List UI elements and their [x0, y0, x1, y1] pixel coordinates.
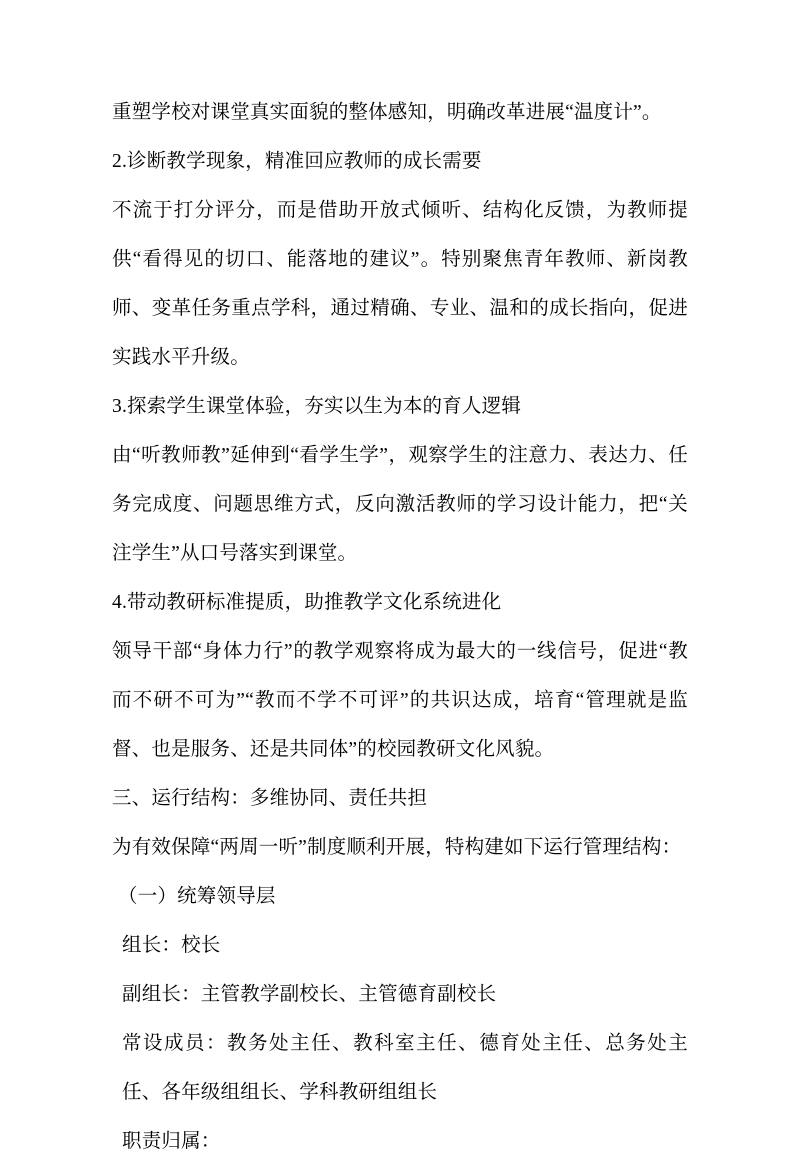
section-heading: 三、运行结构：多维协同、责任共担	[112, 788, 428, 809]
paragraph: 为有效保障“两周一听”制度顺利开展，特构建如下运行管理结构：	[112, 837, 682, 858]
subsection-heading: （一）统筹领导层	[118, 886, 276, 907]
paragraph: 领导干部“身体力行”的教学观察将成为最大的一线信号，促进“教而不研不可为”“教而不学不可评”的共识达成，培育“管理就是监督、也是服务、还是共同体”的校园教研文化风貌。	[112, 641, 688, 760]
paragraph: 3.探索学生课堂体验，夯实以生为本的育人逻辑	[112, 396, 522, 417]
paragraph: 副组长：主管教学副校长、主管德育副校长	[122, 984, 497, 1005]
paragraph: 2.诊断教学现象，精准回应教师的成长需要	[112, 151, 482, 172]
paragraph: 不流于打分评分，而是借助开放式倾听、结构化反馈，为教师提供“看得见的切口、能落地的建议”。特别聚焦青年教师、新岗教师、变革任务重点学科，通过精确、专业、温和的成长指向，促进实践水平升级。	[112, 200, 688, 368]
paragraph: 4.带动教研标准提质，助推教学文化系统进化	[112, 592, 502, 613]
paragraph: 常设成员：教务处主任、教科室主任、德育处主任、总务处主任、各年级组组长、学科教研组组长	[122, 1033, 688, 1103]
paragraph: 重塑学校对课堂真实面貌的整体感知，明确改革进展“温度计”。	[112, 102, 662, 123]
paragraph: 组长：校长	[122, 935, 221, 956]
document-body	[112, 88, 688, 1166]
paragraph: 由“听教师教”延伸到“看学生学”，观察学生的注意力、表达力、任务完成度、问题思维方式，反向激活教师的学习设计能力，把“关注学生”从口号落实到课堂。	[112, 445, 688, 564]
paragraph: 职责归属：	[122, 1131, 221, 1152]
